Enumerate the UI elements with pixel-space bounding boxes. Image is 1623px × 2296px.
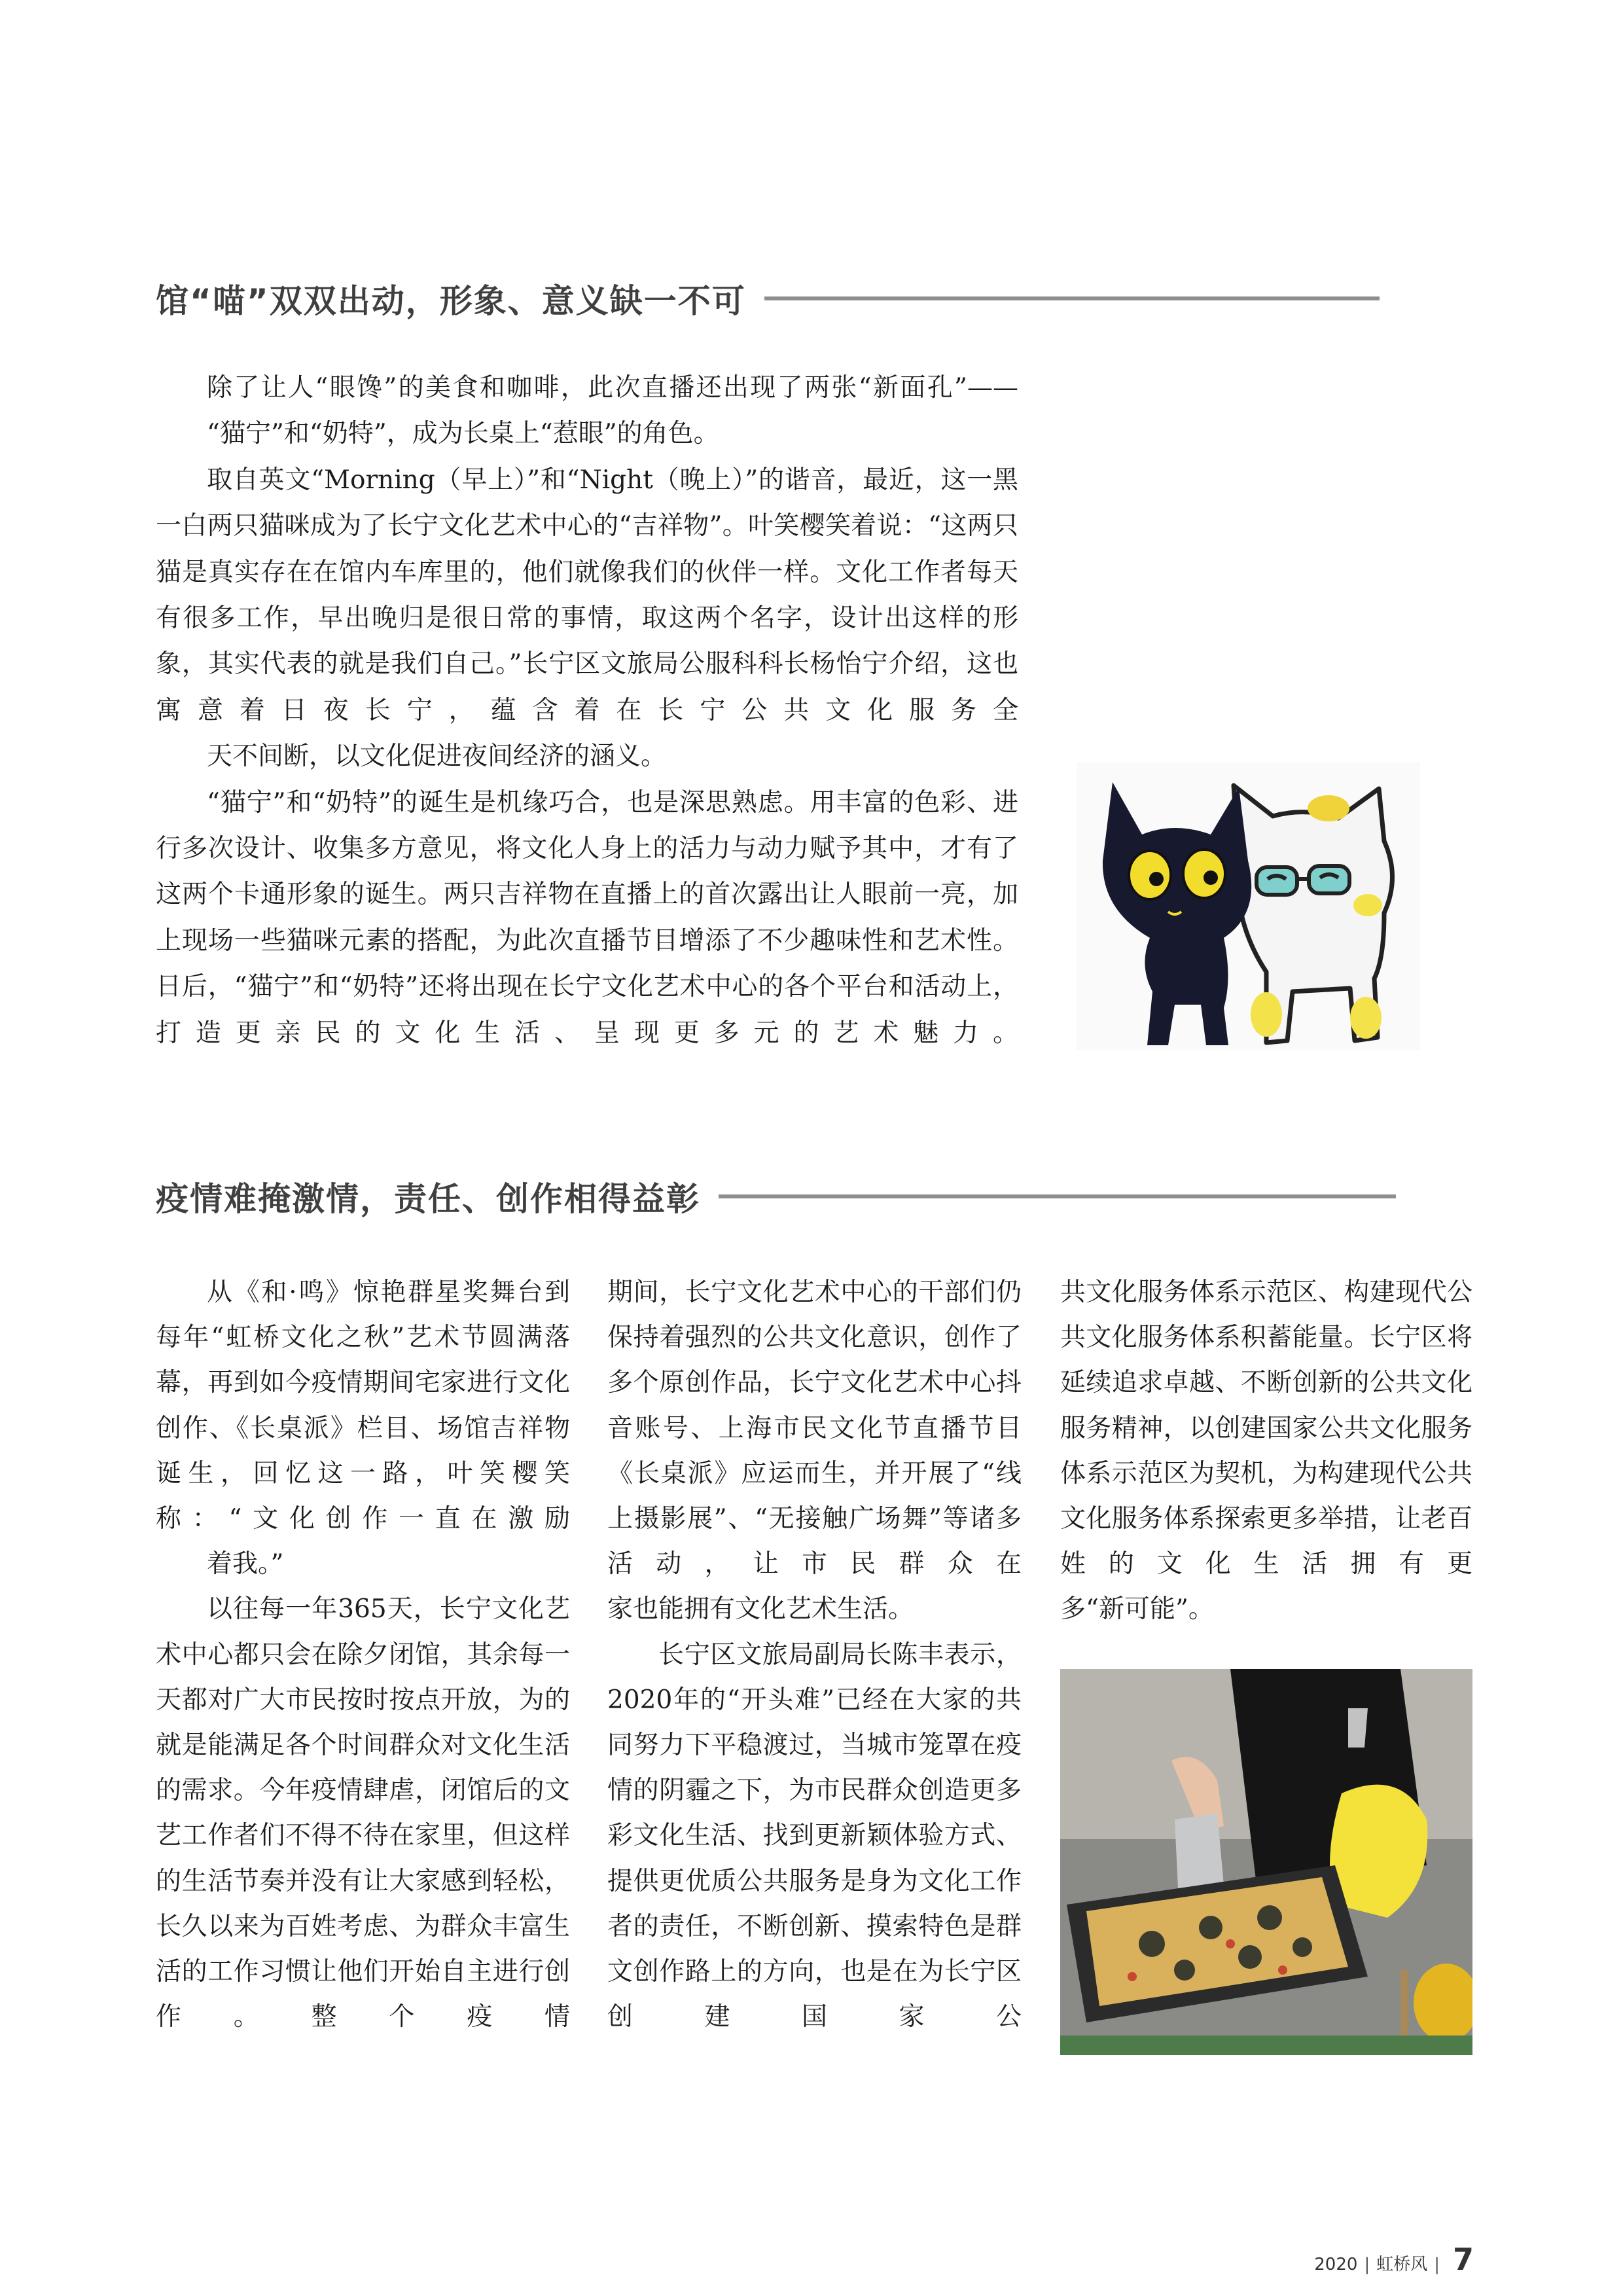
footer-year: 2020	[1314, 2255, 1358, 2274]
paragraph-body: 长宁区文旅局副局长陈丰表示，2020年的“开头难”已经在大家的共同努力下平稳渡过，当城市笼罩在疫情的阴霾之下，为市民群众创造更多彩文化生活、找到更新颖体验方式、提供更优质公共服务是身为文化工作者的责任，不断创新、摸索特色是群文创作路上的方向，也是在为长宁区创建国家公	[607, 1640, 1022, 2032]
section-heading-text: 疫情难掩激情，责任、创作相得益彰	[156, 1180, 700, 1218]
section-heading-creation	[156, 1173, 1396, 1220]
page-footer	[1314, 2242, 1474, 2277]
paragraph-body: “猫宁”和“奶特”的诞生是机缘巧合，也是深思熟虑。用丰富的色彩、进行多次设计、收集多方意见，将文化人身上的活力与动力赋予其中，才有了这两个卡通形象的诞生。两只吉祥物在直播上的首次露出让人眼前一亮，加上现场一些猫咪元素的搭配，为此次直播节目增添了不少趣味性和艺术性。日后，“猫宁”和“奶特”还将出现在长宁文化艺术中心的各个平台和活动上，打造更亲民的文化生活、呈现更多元的艺术魅力。	[156, 787, 1018, 1048]
paragraph-last-line: 着我。”	[207, 1549, 284, 1579]
black-cat-mascot	[1103, 782, 1251, 1045]
pizza-baking-photo	[1060, 1669, 1472, 2055]
paragraph	[607, 1632, 1022, 2040]
paragraph	[156, 365, 1018, 457]
heading-rule	[764, 296, 1380, 300]
section-heading-mascots	[156, 275, 1380, 322]
section-heading-text: 馆“喵”双双出动，形象、意义缺一不可	[156, 282, 746, 320]
paragraph-body: 取自英文“Morning（早上）”和“Night（晚上）”的谐音，最近，这一黑一白两只猫咪成为了长宁文化艺术中心的“吉祥物”。叶笑樱笑着说：“这两只猫是真实存在在馆内车库里的，他们就像我们的伙伴一样。文化工作者每天有很多工作，早出晚归是很日常的事情，取这两个名字，设计出这样的形象，其实代表的就是我们自己。”长宁区文旅局公服科科长杨怡宁介绍，这也寓意着日夜长宁，蕴含着在长宁公共文化服务全	[156, 465, 1018, 725]
paragraph-last-line: “猫宁”和“奶特”，成为长桌上“惹眼”的角色。	[207, 419, 719, 449]
paragraph	[607, 1270, 1022, 1632]
spatula-shape	[1175, 1813, 1224, 1888]
footer-magazine-name: 虹桥风	[1376, 2255, 1428, 2274]
footer-separator: |	[1434, 2255, 1440, 2274]
article-column-3	[1060, 1270, 1472, 1632]
paragraph-body: 期间，长宁文化艺术中心的干部们仍保持着强烈的公共文化意识，创作了多个原创作品，长宁文化艺术中心抖音账号、上海市民文化节直播节目《长桌派》应运而生，并开展了“线上摄影展”、“无接触广场舞”等诸多活动，让市民群众在	[607, 1278, 1022, 1579]
paragraph	[156, 1587, 570, 2039]
heading-rule	[719, 1194, 1396, 1198]
paragraph-body: 共文化服务体系示范区、构建现代公共文化服务体系积蓄能量。长宁区将延续追求卓越、不断创新的公共文化服务精神，以创建国家公共文化服务体系示范区为契机，为构建现代公共文化服务体系探索更多举措，让老百姓的文化生活拥有更	[1060, 1278, 1472, 1579]
paragraph-last-line: 天不间断，以文化促进夜间经济的涵义。	[207, 742, 667, 772]
paragraph-body: 除了让人“眼馋”的美食和咖啡，此次直播还出现了两张“新面孔”——	[207, 373, 1018, 403]
paragraph-last-line: 多“新可能”。	[1060, 1594, 1214, 1624]
mascot-article-text	[156, 365, 1018, 1056]
article-column-1	[156, 1270, 570, 2039]
paragraph	[1060, 1270, 1472, 1632]
paragraph-body: 从《和·鸣》惊艳群星奖舞台到每年“虹桥文化之秋”艺术节圆满落幕，再到如今疫情期间宅家进行文化创作、《长桌派》栏目、场馆吉祥物诞生，回忆这一路，叶笑樱笑称：“文化创作一直在激励	[156, 1278, 570, 1534]
paragraph	[156, 780, 1018, 1056]
paragraph	[156, 457, 1018, 780]
paragraph	[156, 1270, 570, 1587]
footer-separator: |	[1364, 2255, 1370, 2274]
article-column-2	[607, 1270, 1022, 2039]
white-cat-mascot	[1234, 785, 1393, 1043]
paragraph-last-line: 家也能拥有文化艺术生活。	[607, 1594, 914, 1624]
paragraph-body: 以往每一年365天，长宁文化艺术中心都只会在除夕闭馆，其余每一天都对广大市民按时按点开放，为的就是能满足各个时间群众对文化生活的需求。今年疫情肆虐，闭馆后的文艺工作者们不得不待在家里，但这样的生活节奏并没有让大家感到轻松，长久以来为百姓考虑、为群众丰富生活的工作习惯让他们开始自主进行创作。整个疫情	[156, 1594, 570, 2032]
mascot-cats-illustration	[1077, 762, 1420, 1050]
page-number: 7	[1452, 2242, 1474, 2277]
